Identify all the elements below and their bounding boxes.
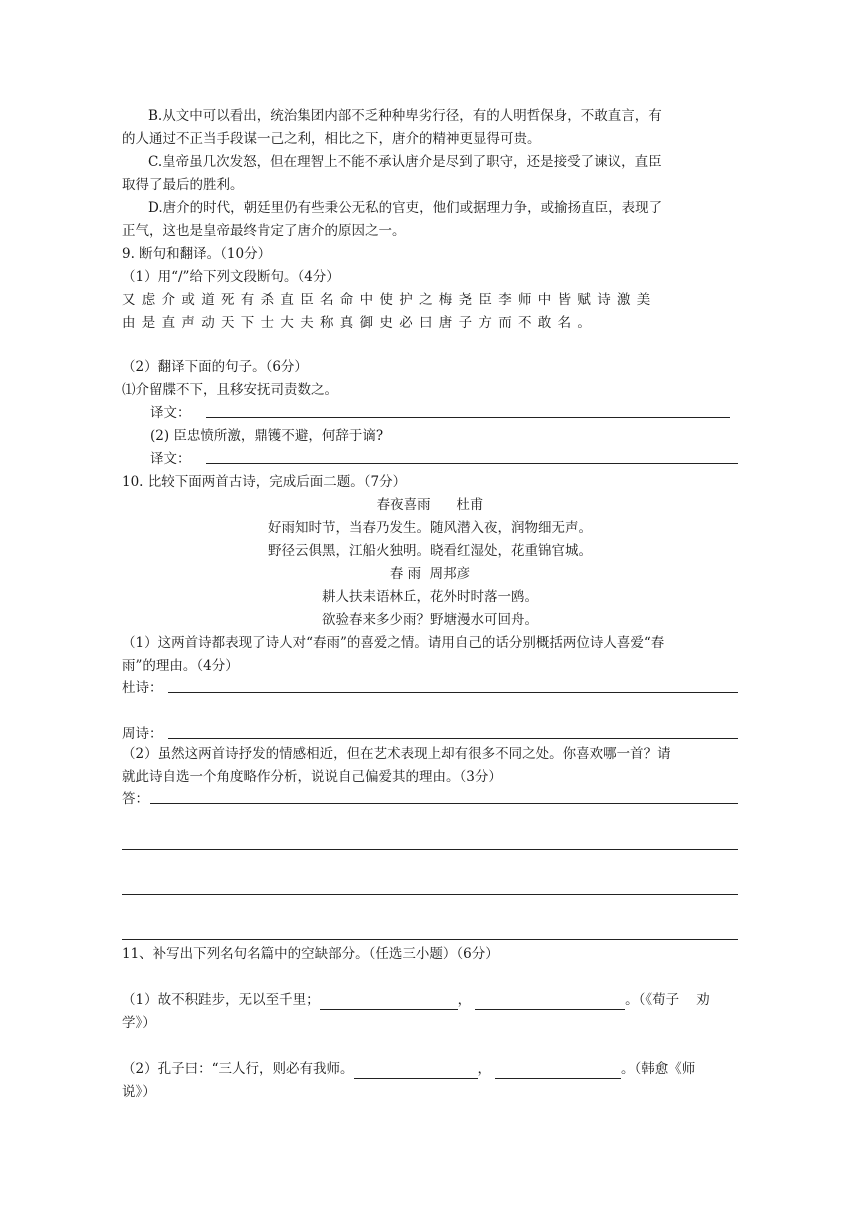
q11-item2-text: （2）孔子曰：“三人行，则必有我师。	[122, 1061, 354, 1077]
q11-item2-blank-1[interactable]	[354, 1064, 478, 1079]
q11-item2-comma: ，	[477, 1061, 491, 1077]
q10-part2-prompt-line2: 就此诗自选一个角度略作分析，说说自己偏爱其的理由。（3分）	[122, 769, 502, 785]
q10-answer-line-3[interactable]	[122, 894, 738, 895]
q11-item2-blank-2[interactable]	[495, 1064, 621, 1079]
q9-title: 9. 断句和翻译。（10分）	[122, 246, 272, 262]
q11-item2-source: 。（韩愈《师	[621, 1061, 696, 1077]
q10-answer-line-2[interactable]	[122, 849, 738, 850]
q9-part2-prompt: （2）翻译下面的句子。（6分）	[122, 359, 308, 375]
poem1-line2: 野径云俱黑，江船火独明。晓看红湿处，花重锦官城。	[268, 543, 592, 559]
q9-passage-line1: 又虑介或道死有杀直臣名命中使护之梅尧臣李师中皆赋诗激美	[122, 292, 657, 308]
q11-item1-blank-1[interactable]	[320, 995, 458, 1010]
q10-part2-prompt-line1: （2）虽然这两首诗抒发的情感相近，但在艺术表现上却有很多不同之处。你喜欢哪一首？请	[122, 746, 671, 762]
q10-answer-label: 答：	[122, 791, 149, 807]
q11-item2-line2: 说》）	[122, 1084, 156, 1100]
q9-translation-answer-line-1[interactable]	[206, 417, 730, 418]
q9-part1-prompt: （1）用“/”给下列文段断句。（4分）	[122, 269, 340, 285]
option-b-line1: B.从文中可以看出，统治集团内部不乏种种卑劣行径，有的人明哲保身，不敢直言，有	[148, 108, 662, 124]
q11-item1-line1	[122, 990, 710, 1010]
q11-item1-text: （1）故不积跬步，无以至千里；	[122, 992, 320, 1008]
du-poem-answer-line[interactable]	[168, 692, 738, 693]
q9-translation-answer-line-2[interactable]	[206, 463, 738, 464]
poem1-line1: 好雨知时节，当春乃发生。随风潜入夜，润物细无声。	[268, 520, 592, 536]
q9-translation-label-1: 译文：	[150, 405, 191, 421]
q11-item1-source: 。（《荀子 劝	[625, 992, 710, 1008]
q9-sentence1: ⑴介留牒不下，且移安抚司责数之。	[122, 382, 338, 398]
poem2-title: 春 雨 周邦彦	[389, 566, 471, 582]
q11-item1-comma: ，	[457, 992, 472, 1008]
poem1-title: 春夜喜雨 杜甫	[376, 497, 484, 513]
q10-answer-line-1[interactable]	[150, 803, 738, 804]
q11-title: 11、补写出下列名句名篇中的空缺部分。（任选三小题）（6分）	[122, 946, 499, 962]
q10-part1-prompt-line1: （1）这两首诗都表现了诗人对“春雨”的喜爱之情。请用自己的话分别概括两位诗人喜爱“春	[122, 635, 665, 651]
q11-item1-blank-2[interactable]	[475, 995, 625, 1010]
option-c-line2: 取得了最后的胜利。	[122, 177, 244, 193]
q11-item1-line2: 学》）	[122, 1015, 156, 1031]
option-d-line2: 正气，这也是皇帝最终肯定了唐介的原因之一。	[122, 223, 406, 239]
du-poem-label: 杜诗：	[122, 680, 163, 696]
q10-part1-prompt-line2: 雨”的理由。（4分）	[122, 658, 239, 674]
q10-title: 10. 比较下面两首古诗，完成后面二题。（7分）	[122, 474, 407, 490]
zhou-poem-label: 周诗：	[122, 726, 163, 742]
q9-translation-label-2: 译文：	[150, 451, 191, 467]
option-c-line1: C.皇帝虽几次发怒，但在理智上不能不承认唐介是尽到了职守，还是接受了谏议，直臣	[148, 154, 662, 170]
q10-answer-line-4[interactable]	[122, 939, 738, 940]
q9-passage-line2: 由是直声动天下士大夫称真御史必曰唐子方而不敢名。	[122, 315, 598, 331]
option-b-line2: 的人通过不正当手段谋一己之利，相比之下，唐介的精神更显得可贵。	[122, 131, 541, 147]
poem2-line2: 欲验春来多少雨？野塘漫水可回舟。	[322, 612, 538, 628]
poem2-line1: 耕人扶耒语林丘，花外时时落一鸥。	[322, 589, 538, 605]
q11-item2-line1	[122, 1059, 695, 1079]
option-d-line1: D.唐介的时代，朝廷里仍有些秉公无私的官吏，他们或据理力争，或揄扬直臣，表现了	[148, 200, 663, 216]
q9-sentence2: (2) 臣忠愤所激，鼎镬不避，何辞于谪?	[150, 428, 384, 444]
zhou-poem-answer-line[interactable]	[168, 738, 738, 739]
